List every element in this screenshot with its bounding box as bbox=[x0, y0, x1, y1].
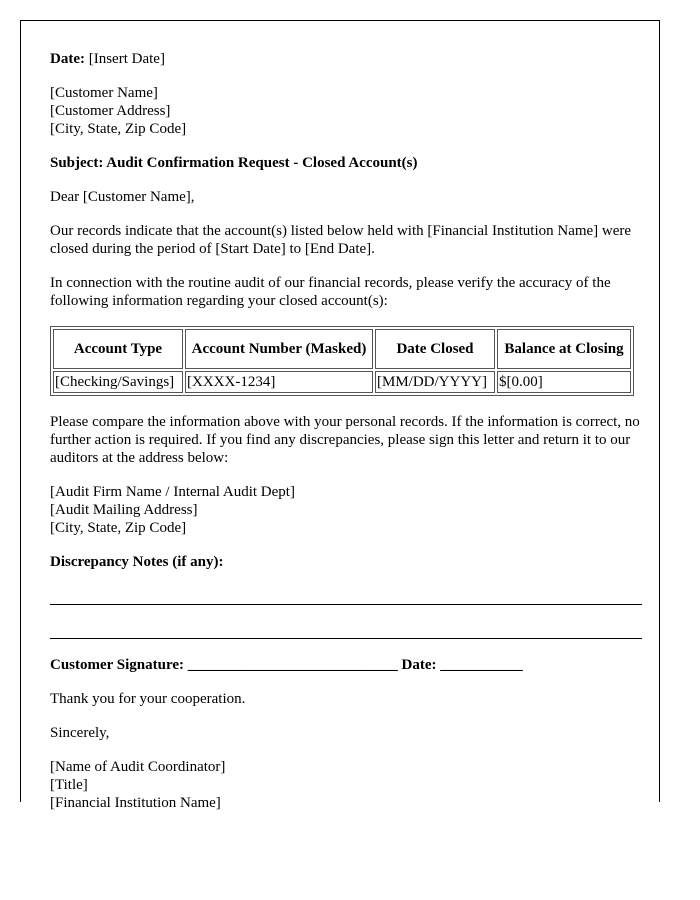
cell-date-closed: [MM/DD/YYYY] bbox=[375, 371, 495, 393]
closing-line: Sincerely, bbox=[50, 725, 110, 741]
sender-block bbox=[50, 758, 642, 812]
thanks-line: Thank you for your cooperation. bbox=[50, 691, 246, 707]
date-value: [Insert Date] bbox=[88, 51, 165, 67]
date-label: Date: bbox=[50, 51, 85, 67]
cell-account-number: [XXXX-1234] bbox=[185, 371, 373, 393]
column-header-balance: Balance at Closing bbox=[497, 329, 631, 369]
table-header-row bbox=[53, 329, 631, 369]
recipient-name: [Customer Name] bbox=[50, 85, 158, 101]
cell-account-type: [Checking/Savings] bbox=[53, 371, 183, 393]
sender-institution: [Financial Institution Name] bbox=[50, 795, 221, 811]
cell-balance: $[0.00] bbox=[497, 371, 631, 393]
discrepancy-notes-line bbox=[50, 638, 642, 639]
auditor-address-block bbox=[50, 483, 642, 537]
date-line bbox=[50, 50, 642, 68]
intro-paragraph: Our records indicate that the account(s) listed below held with [Financial Institution Name] were closed during the period of [Start Date] to [End Date]. bbox=[50, 223, 632, 257]
table-row bbox=[53, 371, 631, 393]
greeting: Dear [Customer Name], bbox=[50, 189, 195, 205]
auditor-address: [Audit Mailing Address] bbox=[50, 502, 198, 518]
instructions-paragraph: Please compare the information above with your personal records. If the information is correct, no further action is required. If you find any discrepancies, please sign this letter and return it to our auditors at the address below: bbox=[50, 414, 640, 466]
sender-title: [Title] bbox=[50, 777, 88, 793]
recipient-address: [Customer Address] bbox=[50, 103, 171, 119]
recipient-address-block bbox=[50, 84, 642, 138]
request-paragraph: In connection with the routine audit of our financial records, please verify the accuracy of the following information regarding your closed account(s): bbox=[50, 275, 611, 309]
auditor-name: [Audit Firm Name / Internal Audit Dept] bbox=[50, 484, 295, 500]
auditor-city: [City, State, Zip Code] bbox=[50, 520, 187, 536]
column-header-account-number: Account Number (Masked) bbox=[185, 329, 373, 369]
discrepancy-notes-label: Discrepancy Notes (if any): bbox=[50, 554, 224, 570]
sender-name: [Name of Audit Coordinator] bbox=[50, 759, 226, 775]
letter-page bbox=[20, 20, 660, 811]
discrepancy-notes-line bbox=[50, 604, 642, 605]
signature-line: Customer Signature: ____________________________ Date: ___________ bbox=[50, 657, 523, 673]
column-header-account-type: Account Type bbox=[53, 329, 183, 369]
letter-content bbox=[50, 50, 642, 828]
subject-line: Subject: Audit Confirmation Request - Closed Account(s) bbox=[50, 155, 418, 171]
column-header-date-closed: Date Closed bbox=[375, 329, 495, 369]
closed-accounts-table bbox=[50, 326, 634, 396]
recipient-city: [City, State, Zip Code] bbox=[50, 121, 187, 137]
